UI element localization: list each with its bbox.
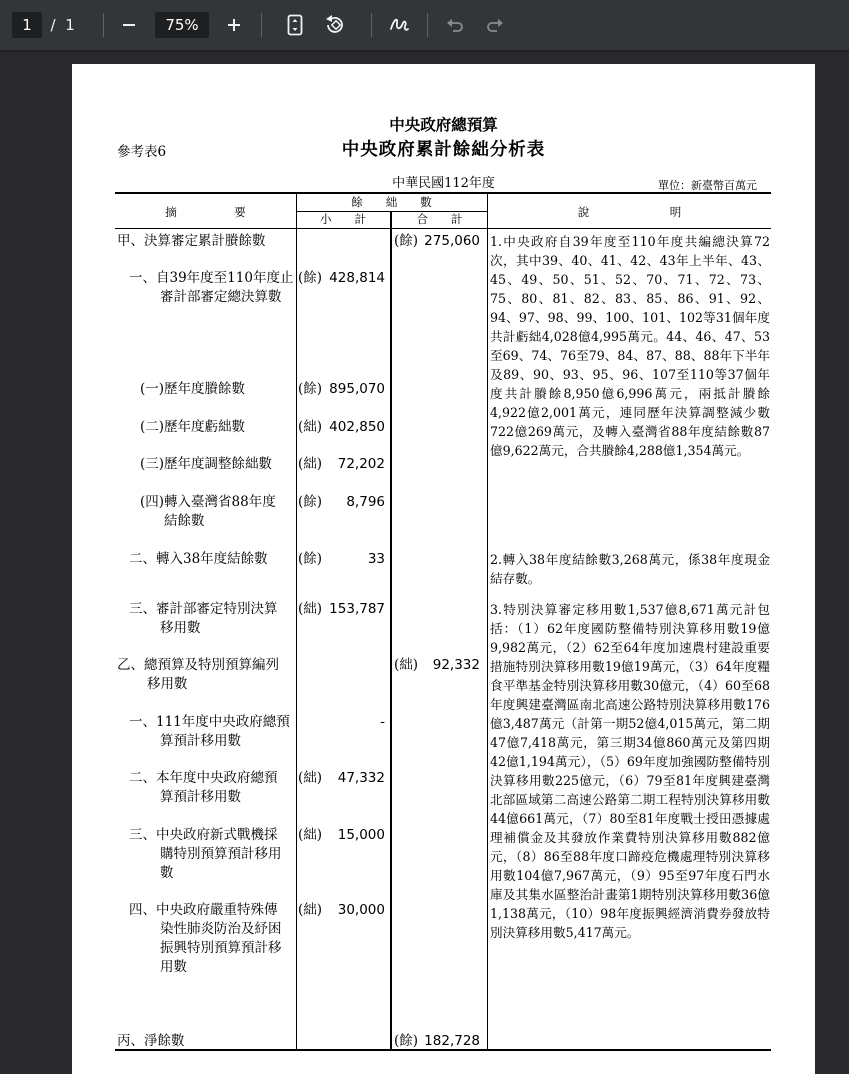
row-b4-label-3: 振興特別預算預計移 [160,940,282,956]
row-b-label-2: 移用數 [147,676,188,692]
row-a-tag: (餘) [394,233,419,249]
row-b4-label-2: 染性肺炎防治及紓困 [160,921,282,937]
zoom-in-icon[interactable] [220,0,248,50]
row-a2-subtotal: 33 [367,551,385,567]
row-a2-label: 二、轉入38年度結餘數 [129,551,268,567]
header-subtotal: 小 計 [320,212,366,226]
row-a1i-subtotal: 895,070 [329,381,385,397]
document-title-main: 中央政府累計餘絀分析表 [341,140,546,160]
row-a1i-tag: (餘) [298,381,323,397]
unit-label: 單位：新臺幣百萬元 [658,179,757,192]
row-b4-subtotal: 30,000 [337,902,385,918]
pdf-toolbar [0,0,849,50]
row-a1iii-tag: (絀) [298,456,323,472]
column-divider [296,192,297,1050]
note-1: 1.中央政府自39年度至110年度共編總決算72次，其中39、40、41、42、43年上半年、43、45、49、50、51、52、70、71、72、73、75、80、81、82、83、85、86、91、92、94、97、98、99、100、101、102等31個年度共計虧絀4,028億4,995萬元。44、46、47、53至69、74、76至79、84、87、88、88年下半年及89、90、93、95、96、107至110等37個年度共計賸餘8,950億6,996萬元，兩抵計賸餘4,922億2,001萬元，連同歷年決算調整減少數722億269萬元，及轉入臺灣省88年度結餘數87億9,622萬元，合共賸餘4,288億1,354萬元。 [490,234,770,458]
row-b4-label-1: 四、中央政府嚴重特殊傳 [129,902,278,918]
row-b2-subtotal: 47,332 [337,770,385,786]
row-b2-label-1: 二、本年度中央政府總預 [129,770,278,786]
row-c-label: 丙、淨餘數 [117,1033,185,1049]
header-summary: 摘 要 [165,205,246,219]
undo-icon[interactable] [441,0,469,50]
header-explanation: 說 明 [577,205,682,219]
redo-icon[interactable] [481,0,509,50]
rotate-icon[interactable] [321,0,349,50]
row-b1-label-1: 一、111年度中央政府總預 [129,714,290,730]
row-b4-tag: (絀) [298,902,323,918]
row-a3-tag: (絀) [298,601,323,617]
row-b-total: 92,332 [432,657,480,673]
toolbar-divider [261,13,262,37]
row-b2-tag: (絀) [298,770,323,786]
row-a1i-label: (一)歷年度賸餘數 [140,381,246,397]
row-a1ii-label: (二)歷年度虧絀數 [140,419,246,435]
zoom-out-icon[interactable] [115,0,143,50]
row-a1iv-tag: (餘) [298,494,323,510]
header-total: 合 計 [416,212,463,226]
toolbar-divider [103,13,104,37]
row-a1iii-subtotal: 72,202 [337,456,385,472]
row-a1ii-subtotal: 402,850 [329,419,385,435]
row-b3-tag: (絀) [298,827,323,843]
header-balance: 餘 絀 數 [351,195,432,209]
page-total: 1 [65,16,75,34]
row-b3-label-3: 數 [160,865,174,881]
toolbar-divider [427,13,428,37]
row-a1iii-label: (三)歷年度調整餘絀數 [140,456,273,472]
row-a1-label-1: 一、自39年度至110年度止 [129,270,294,286]
document-title-top: 中央政府總預算 [389,115,498,134]
row-a1-label-2: 審計部審定總決算數 [160,289,282,305]
row-c-tag: (餘) [394,1033,419,1049]
note-3: 3.特別決算審定移用數1,537億8,671萬元計包括：（1）62年度國防整備特別決算移用數19億9,982萬元，（2）62至64年度加速農村建設重要措施特別決算移用數19億19萬元，（3）64年度糧食平準基金特別決算移用數30億元，（4）60至68年度興建臺灣區南北高速公路特別決算移用數176億3,487萬元（計第一期52億4,015萬元，第二期47億7,418萬元，第三期34億860萬元及第四期42億1,194萬元），（5）69年度加強國防整備特別決算移用數225億元，（6）79至81年度興建臺灣北部區域第二高速公路第二期工程特別決算移用數44億661萬元，（7）80至81年度戰士授田憑據處理補償金及其發放作業費特別決算移用數882億元，（8）86至88年度口蹄疫危機處理特別決算移用數104億7,967萬元，（9）95至97年度石門水庫及其集水區整治計畫第1期特別決算移用數36億1,138萬元，（10）98年度振興經濟消費券發放特別決算移用數5,417萬元。 [490,602,770,940]
row-b2-label-2: 算預計移用數 [160,789,241,805]
zoom-level-input[interactable]: 75% [155,12,209,38]
fit-page-icon[interactable] [281,0,309,50]
row-a2-tag: (餘) [298,551,323,567]
row-a1iv-subtotal: 8,796 [346,494,385,510]
reference-label: 參考表6 [117,144,167,160]
note-2: 2.轉入38年度結餘數3,268萬元，係38年度現金結存數。 [490,552,770,586]
row-a3-label-1: 三、審計部審定特別決算 [129,601,278,617]
row-c-total: 182,728 [424,1033,480,1049]
row-b4-label-4: 用數 [160,959,187,975]
row-a-label: 甲、決算審定累計賸餘數 [117,233,266,249]
page-separator: / [50,16,56,34]
row-a3-label-2: 移用數 [160,620,201,636]
row-b1-label-2: 算預計移用數 [160,733,241,749]
column-divider [487,192,488,1050]
row-a1iv-label-1: (四)轉入臺灣省88年度 [140,494,276,510]
row-a1-subtotal: 428,814 [329,270,385,286]
row-b3-label-2: 購特別預算預計移用 [160,846,282,862]
row-a3-subtotal: 153,787 [329,601,385,617]
row-a1iv-label-2: 結餘數 [164,513,205,529]
page-number-input[interactable]: 1 [12,12,42,38]
row-b-tag: (絀) [394,657,419,673]
row-b-label-1: 乙、總預算及特別預算編列 [117,657,279,673]
row-b3-label-1: 三、中央政府新式戰機採 [129,827,278,843]
row-a1ii-tag: (絀) [298,419,323,435]
column-divider [390,211,392,1050]
annotate-icon[interactable] [385,0,413,50]
fiscal-year: 中華民國112年度 [392,176,495,191]
row-b1-subtotal: - [380,714,385,730]
row-a1-tag: (餘) [298,270,323,286]
row-b3-subtotal: 15,000 [337,827,385,843]
pdf-page [72,64,815,1074]
toolbar-divider [371,13,372,37]
row-a-total: 275,060 [424,233,480,249]
